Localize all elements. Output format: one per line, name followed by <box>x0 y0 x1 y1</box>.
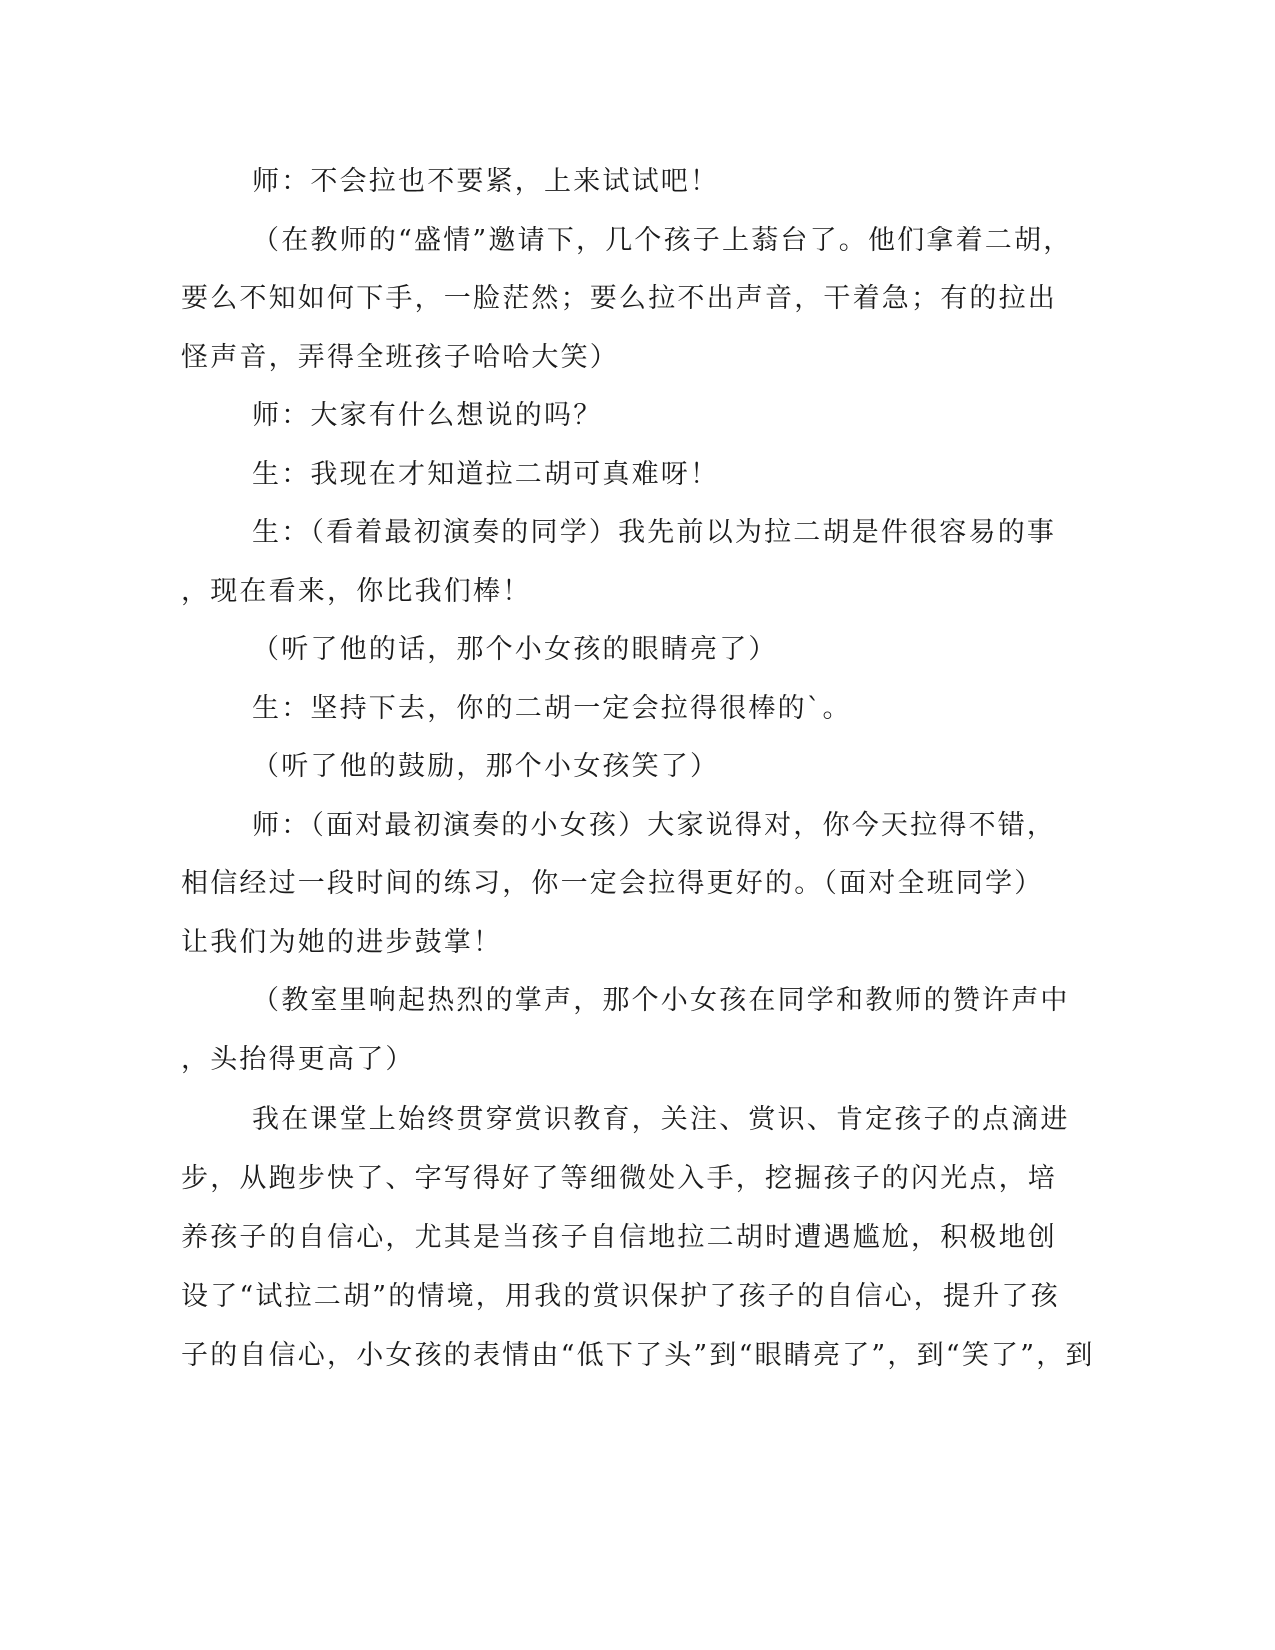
text-line: 子的自信心，小女孩的表情由“低下了头”到“眼睛亮了”，到“笑了”，到 <box>181 1340 1095 1371</box>
text-line: 生：我现在才知道拉二胡可真难呀！ <box>252 459 720 490</box>
text-line: 相信经过一段时间的练习，你一定会拉得更好的。（面对全班同学） <box>181 868 1044 899</box>
text-line: （听了他的话，那个小女孩的眼睛亮了） <box>252 634 778 665</box>
text-line: 设了“试拉二胡”的情境，用我的赏识保护了孩子的自信心，提升了孩 <box>181 1281 1060 1312</box>
text-line: 步，从跑步快了、字写得好了等细微处入手，挖掘孩子的闪光点，培 <box>181 1163 1057 1194</box>
text-line: 让我们为她的进步鼓掌！ <box>181 927 503 958</box>
text-line: 怪声音，弄得全班孩子哈哈大笑） <box>181 342 619 373</box>
text-line: 我在课堂上始终贯穿赏识教育，关注、赏识、肯定孩子的点滴进 <box>252 1104 1070 1135</box>
text-line: 师：不会拉也不要紧，上来试试吧！ <box>252 166 720 197</box>
text-line: 师：（面对最初演奏的小女孩）大家说得对，你今天拉得不错， <box>252 810 1057 841</box>
text-line: （听了他的鼓励，那个小女孩笑了） <box>252 751 720 782</box>
text-line: 要么不知如何下手，一脸茫然；要么拉不出声音，干着急；有的拉出 <box>181 283 1057 314</box>
text-line: 养孩子的自信心，尤其是当孩子自信地拉二胡时遭遇尴尬，积极地创 <box>181 1222 1057 1253</box>
text-line: ，现在看来，你比我们棒！ <box>181 576 532 607</box>
text-line: 生：（看着最初演奏的同学）我先前以为拉二胡是件很容易的事 <box>252 517 1057 548</box>
text-line: （在教师的“盛情”邀请下，几个孩子上蓊台了。他们拿着二胡， <box>252 225 1073 256</box>
text-line: （教室里响起热烈的掌声，那个小女孩在同学和教师的赞许声中 <box>252 985 1070 1016</box>
text-line: ，头抬得更高了） <box>181 1044 415 1075</box>
text-line: 师：大家有什么想说的吗？ <box>252 400 603 431</box>
text-line: 生：坚持下去，你的二胡一定会拉得很棒的`。 <box>252 693 852 724</box>
